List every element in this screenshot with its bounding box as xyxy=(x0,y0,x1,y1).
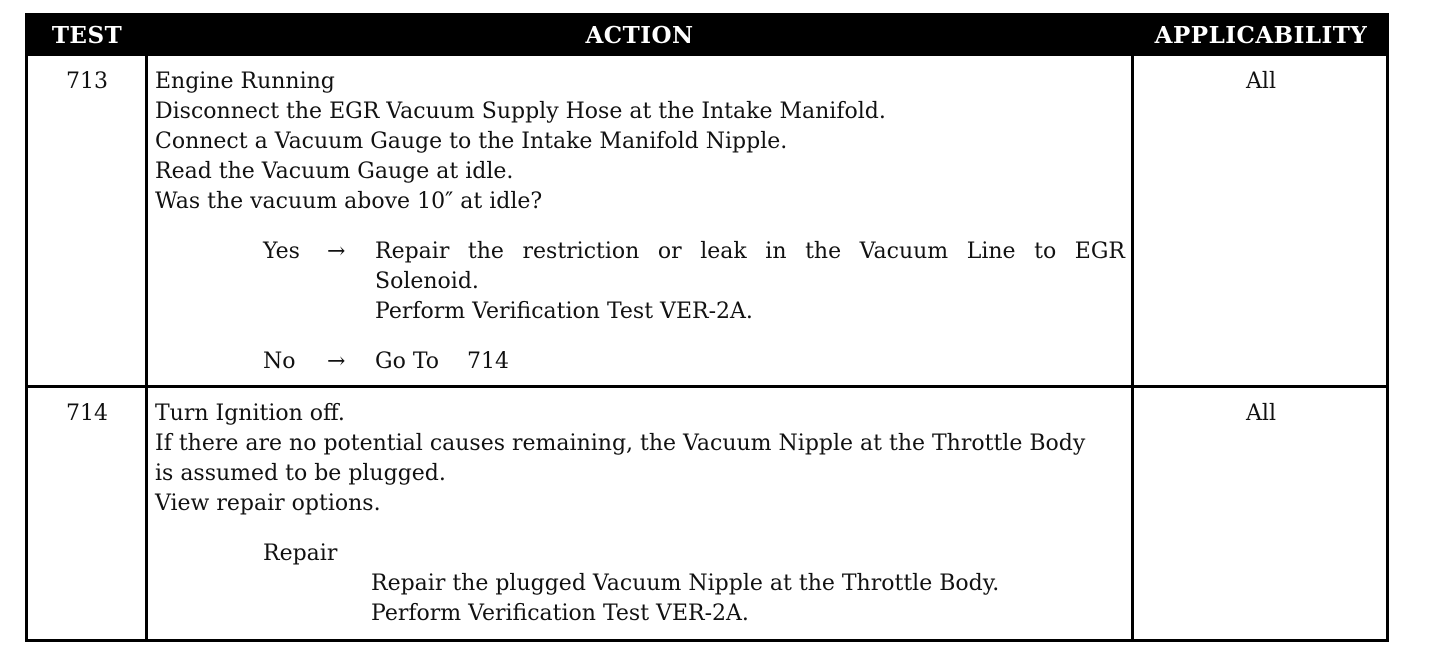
step-line: Disconnect the EGR Vacuum Supply Hose at the Intake Manifold. xyxy=(155,99,886,124)
test-number: 714 xyxy=(66,401,108,426)
repair-action-line: Repair the plugged Vacuum Nipple at the Throttle Body. xyxy=(371,571,1000,596)
header-test: TEST xyxy=(51,22,123,49)
column-divider xyxy=(1131,56,1134,639)
no-outcome xyxy=(28,347,1128,377)
applicability-value: All xyxy=(1246,69,1276,94)
yes-outcome xyxy=(28,237,1128,327)
goto-target: 714 xyxy=(467,349,509,374)
step-line: View repair options. xyxy=(155,491,381,516)
test-number: 713 xyxy=(66,69,108,94)
table-header xyxy=(28,16,1386,56)
yes-action-line: Repair the restriction or leak in the Vacuum Line to EGR xyxy=(375,239,1125,264)
step-line: Connect a Vacuum Gauge to the Intake Manifold Nipple. xyxy=(155,129,788,154)
repair-action-line: Perform Verification Test VER-2A. xyxy=(371,601,749,626)
step-line: Turn Ignition off. xyxy=(155,401,345,426)
yes-action-line: Perform Verification Test VER-2A. xyxy=(375,299,753,324)
yes-action-line: Solenoid. xyxy=(375,269,479,294)
step-line: is assumed to be plugged. xyxy=(155,461,446,486)
goto-label: Go To xyxy=(375,349,440,374)
header-applicability: APPLICABILITY xyxy=(1154,22,1368,49)
step-line: Was the vacuum above 10″ at idle? xyxy=(155,189,543,214)
action-steps xyxy=(155,67,1125,217)
header-action: ACTION xyxy=(585,22,694,49)
yes-label: Yes xyxy=(263,239,300,264)
applicability-value: All xyxy=(1246,401,1276,426)
right-arrow-icon: → xyxy=(327,349,346,374)
action-steps xyxy=(155,399,1130,519)
diagnostic-table xyxy=(25,13,1389,642)
right-arrow-icon: → xyxy=(327,239,346,264)
no-label: No xyxy=(263,349,296,374)
repair-outcome xyxy=(28,539,1128,629)
repair-label: Repair xyxy=(263,541,338,566)
step-line: If there are no potential causes remaining, the Vacuum Nipple at the Throttle Body xyxy=(155,431,1086,456)
step-line: Read the Vacuum Gauge at idle. xyxy=(155,159,514,184)
row-divider xyxy=(28,385,1386,388)
step-line: Engine Running xyxy=(155,69,335,94)
